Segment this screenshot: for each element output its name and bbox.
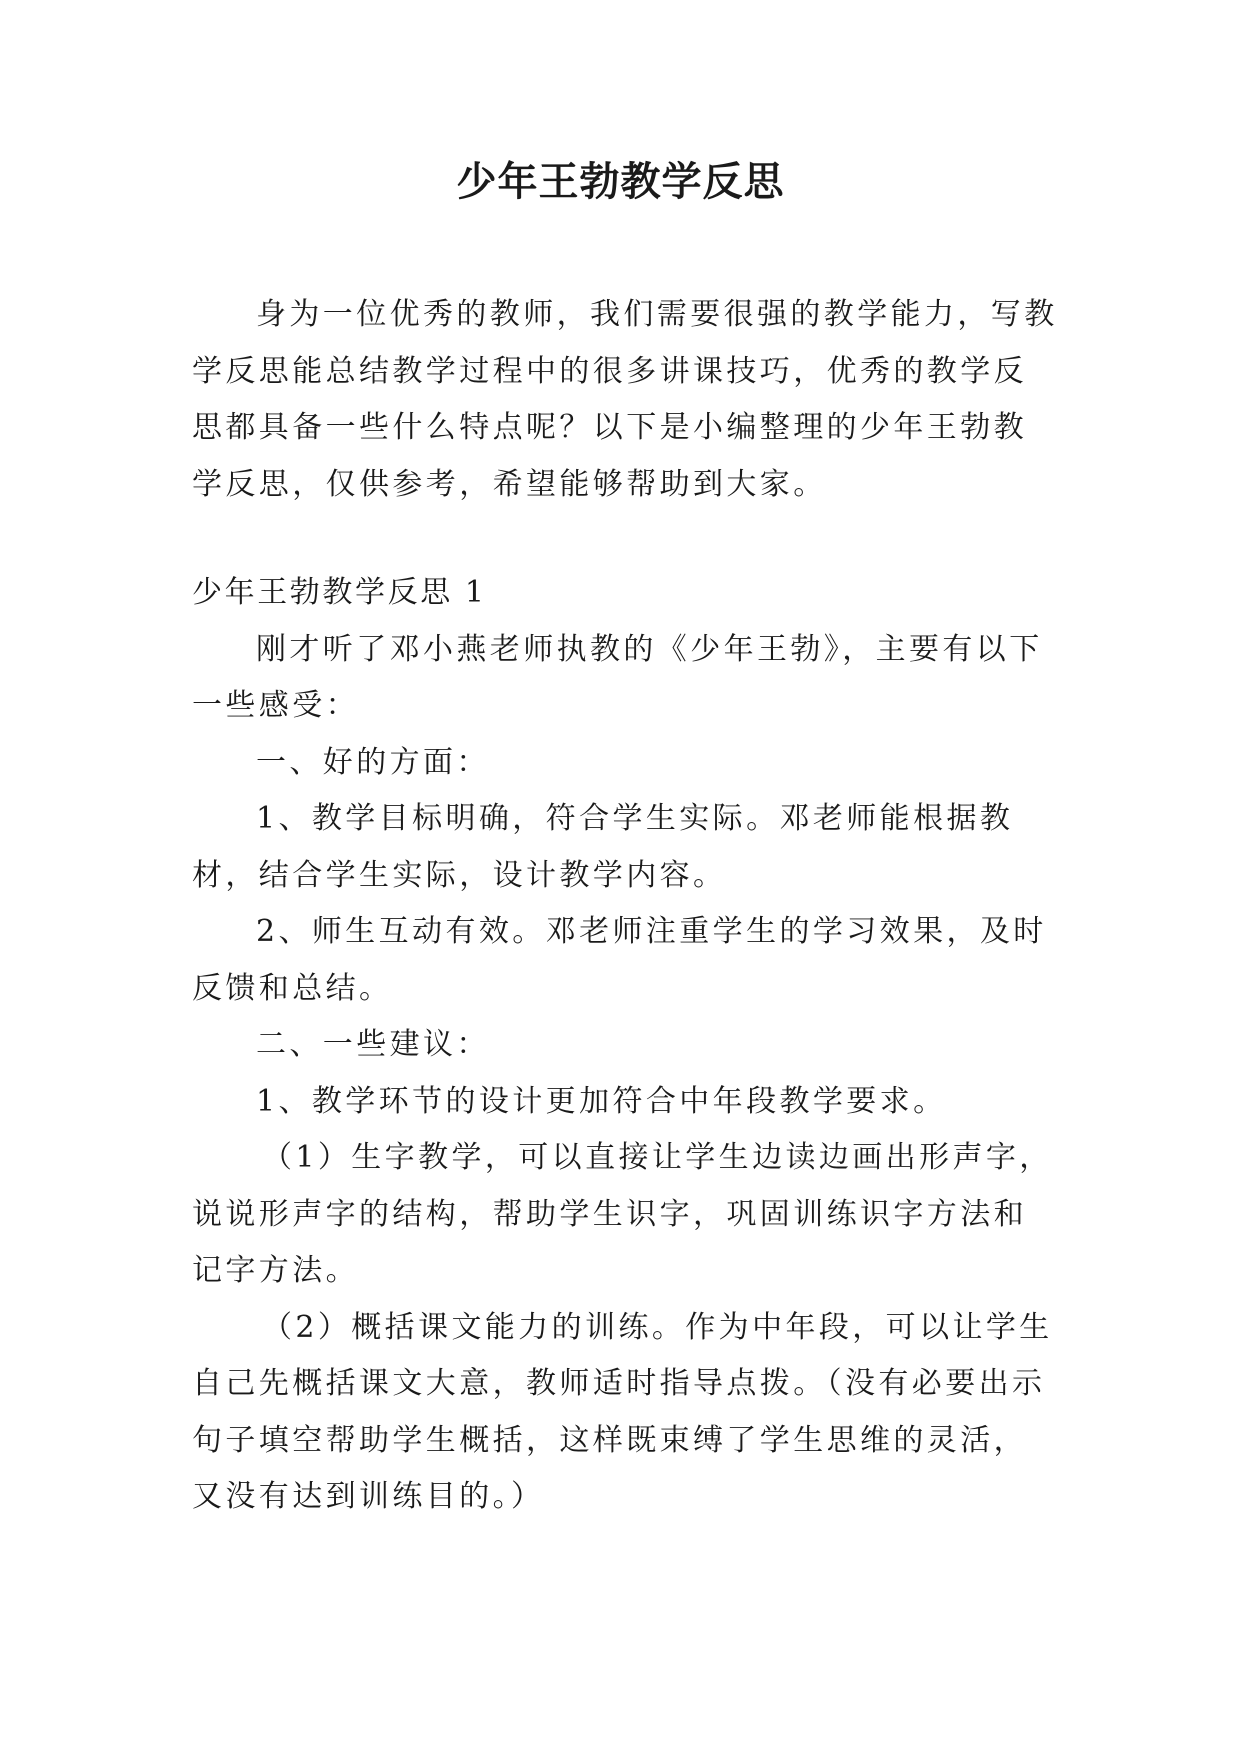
paragraph-suggestions-heading: 二、一些建议： bbox=[256, 1027, 490, 1062]
paragraph-suggestion-1-item-2: （2）概括课文能力的训练。作为中年段，可以让学生自己先概括课文大意，教师适时指导点拨。（没有必要出示句子填空帮助学生概括，这样既束缚了学生思维的灵活，又没有达到训练目的。） bbox=[192, 1309, 1053, 1514]
paragraph-good-point-2: 2、师生互动有效。邓老师注重学生的学习效果，及时反馈和总结。 bbox=[192, 914, 1047, 1006]
intro-paragraph: 身为一位优秀的教师，我们需要很强的教学能力，写教学反思能总结教学过程中的很多讲课技巧，优秀的教学反思都具备一些什么特点呢？以下是小编整理的少年王勃教学反思，仅供参考，希望能够帮助到大家。 bbox=[192, 297, 1058, 502]
paragraph-good-point-1: 1、教学目标明确，符合学生实际。邓老师能根据教材，结合学生实际，设计教学内容。 bbox=[192, 801, 1014, 893]
paragraph-suggestion-1: 1、教学环节的设计更加符合中年段教学要求。 bbox=[256, 1083, 947, 1119]
paragraph-spacer bbox=[192, 513, 1060, 565]
paragraph-suggestion-1-item-1: （1）生字教学，可以直接让学生边读边画出形声字，说说形声字的结构，帮助学生识字，巩固训练识字方法和记字方法。 bbox=[192, 1140, 1053, 1288]
document-body bbox=[192, 287, 1060, 1526]
section-heading: 少年王勃教学反思 1 bbox=[192, 575, 487, 610]
page-title: 少年王勃教学反思 bbox=[456, 158, 785, 205]
paragraph-feelings: 刚才听了邓小燕老师执教的《少年王勃》，主要有以下一些感受： bbox=[192, 631, 1043, 723]
paragraph-good-aspects-heading: 一、好的方面： bbox=[256, 744, 490, 780]
